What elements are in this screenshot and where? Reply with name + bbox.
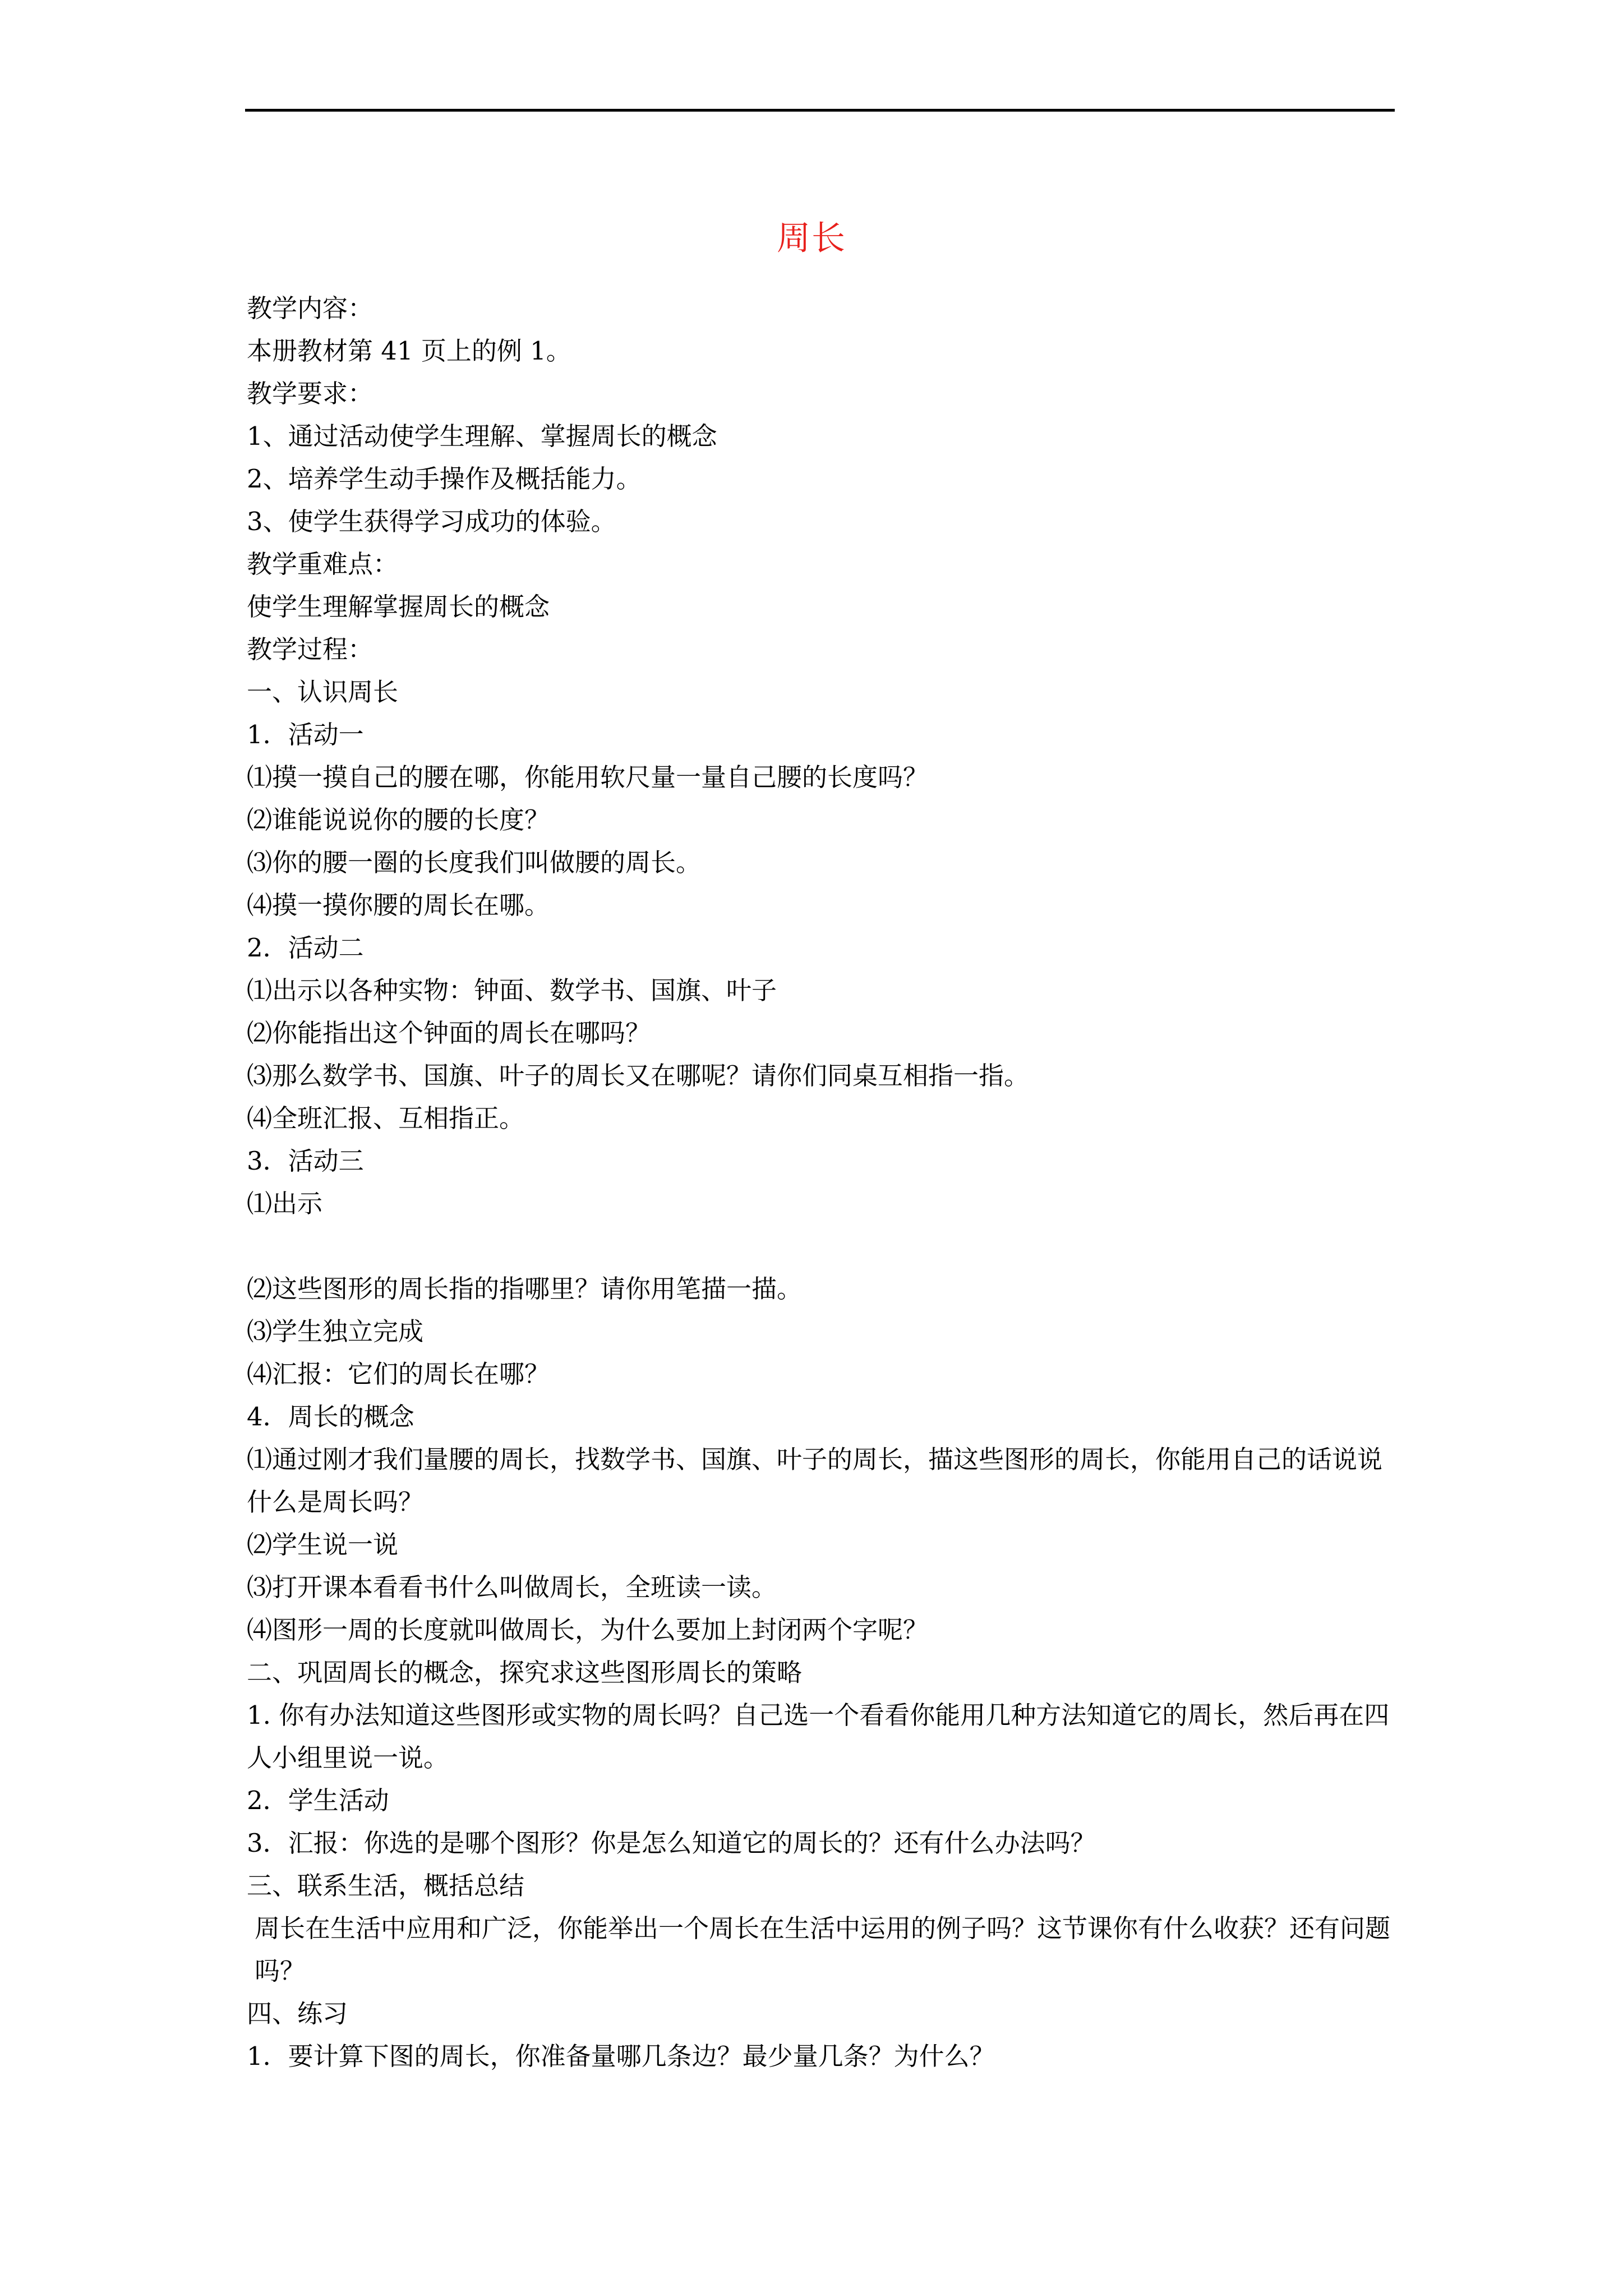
list-item: ⑶你的腰一圈的长度我们叫做腰的周长。 [247,848,702,877]
list-item: 1、通过活动使学生理解、掌握周长的概念 [247,421,717,451]
list-item: 1. 你有办法知道这些图形或实物的周长吗？自己选一个看看你能用几种方法知道它的周长，然后再在四人小组里说一说。 [247,1700,1390,1773]
subsection-heading: 3．活动三 [247,1146,364,1176]
figure-placeholder [247,1225,1396,1268]
heading-teaching-content: 教学内容： [247,293,374,323]
paragraph: 周长在生活中应用和广泛，你能举出一个周长在生活中运用的例子吗？这节课你有什么收获？还有问题吗？ [255,1913,1391,1986]
list-item: ⑴出示以各种实物：钟面、数学书、国旗、叶子 [247,976,777,1005]
subsection-heading: 1．活动一 [247,720,364,749]
list-item: ⑶打开课本看看书什么叫做周长，全班读一读。 [247,1572,777,1602]
section-heading: 一、认识周长 [247,677,399,707]
list-item: 2、培养学生动手操作及概括能力。 [247,464,642,494]
document-body [247,287,1396,2078]
list-item: ⑵谁能说说你的腰的长度？ [247,805,550,835]
list-item: 2．学生活动 [247,1786,389,1815]
list-item: ⑷汇报：它们的周长在哪？ [247,1359,550,1389]
heading-key-points: 教学重难点： [247,549,399,579]
section-heading: 四、练习 [247,1999,348,2028]
heading-teaching-requirements: 教学要求： [247,379,374,408]
header-rule [245,109,1395,112]
heading-teaching-process: 教学过程： [247,634,374,664]
section-heading: 二、巩固周长的概念，探究求这些图形周长的策略 [247,1658,803,1687]
list-item: ⑵学生说一说 [247,1530,399,1559]
paragraph: 使学生理解掌握周长的概念 [247,592,550,622]
list-item: ⑷摸一摸你腰的周长在哪。 [247,890,550,920]
list-item: ⑶那么数学书、国旗、叶子的周长又在哪呢？请你们同桌互相指一指。 [247,1061,1030,1091]
list-item: ⑴通过刚才我们量腰的周长，找数学书、国旗、叶子的周长，描这些图形的周长，你能用自己的话说说什么是周长吗？ [247,1444,1383,1517]
subsection-heading: 4．周长的概念 [247,1402,414,1432]
list-item: ⑴出示 [247,1189,323,1218]
list-item: 3、使学生获得学习成功的体验。 [247,507,616,536]
subsection-heading: 2．活动二 [247,933,364,963]
list-item: ⑷全班汇报、互相指正。 [247,1103,525,1133]
list-item: ⑵这些图形的周长指的指哪里？请你用笔描一描。 [247,1274,803,1304]
list-item: 1．要计算下图的周长，你准备量哪几条边？最少量几条？为什么？ [247,2041,995,2071]
list-item: ⑶学生独立完成 [247,1317,424,1346]
section-heading: 三、联系生活，概括总结 [247,1871,525,1901]
list-item: ⑵你能指出这个钟面的周长在哪吗？ [247,1018,651,1048]
list-item: ⑷图形一周的长度就叫做周长，为什么要加上封闭两个字呢？ [247,1615,929,1645]
paragraph: 本册教材第 41 页上的例 1。 [247,336,571,366]
list-item: ⑴摸一摸自己的腰在哪，你能用软尺量一量自己腰的长度吗？ [247,762,929,792]
document-title: 周长 [777,219,846,258]
list-item: 3．汇报：你选的是哪个图形？你是怎么知道它的周长的？还有什么办法吗？ [247,1828,1096,1858]
